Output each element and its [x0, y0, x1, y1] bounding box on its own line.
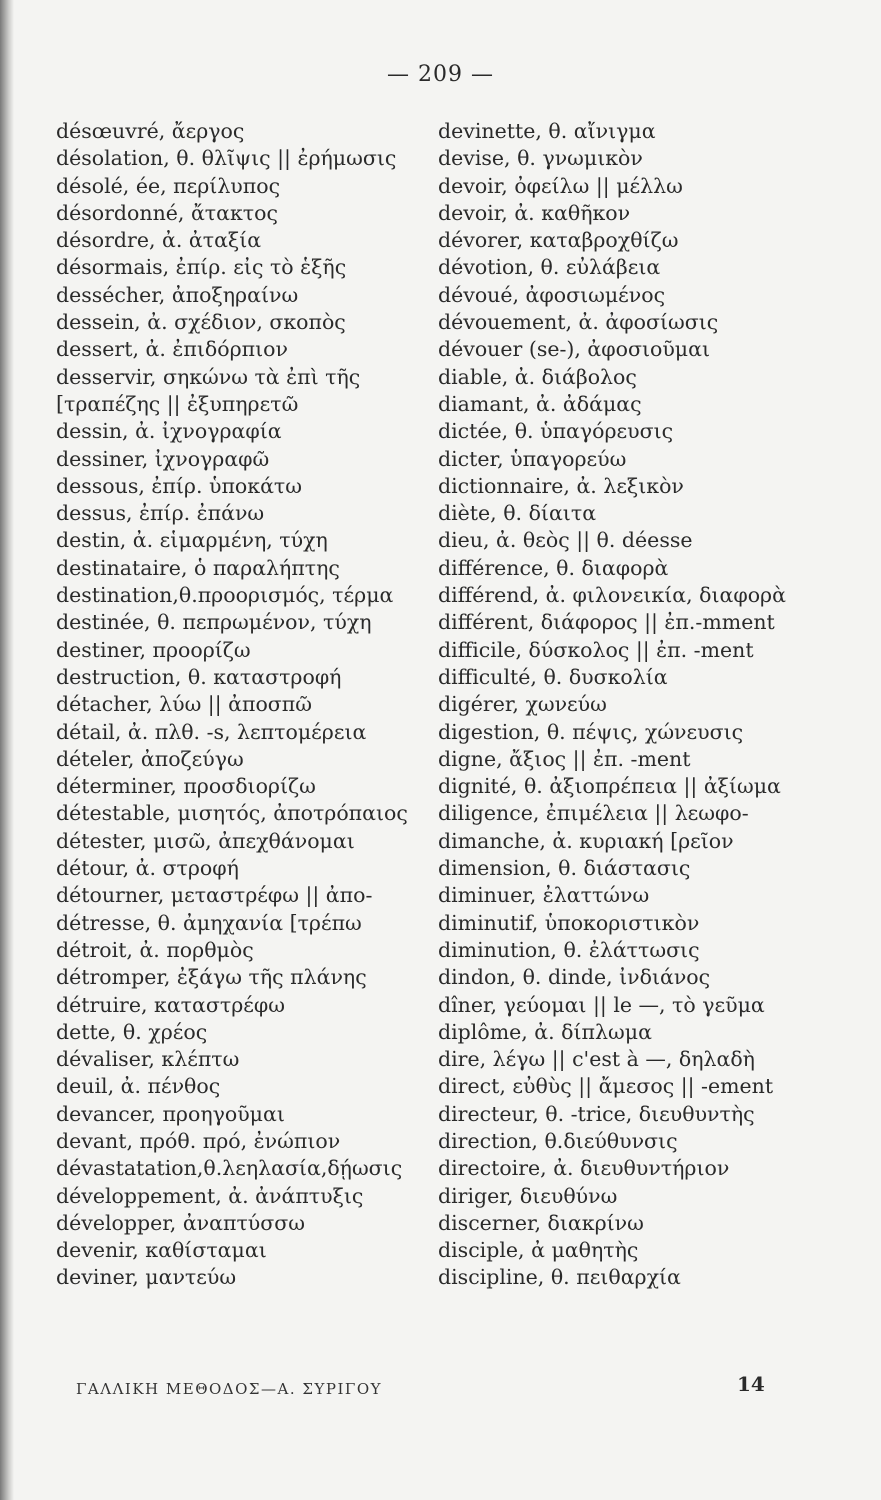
dictionary-entry: dévotion, θ. εὐλάβεια: [438, 255, 661, 280]
dictionary-entry: détresse, θ. ἀμηχανία [τρέπω: [56, 910, 362, 935]
dictionary-entry: difficulté, θ. δυσκολία: [438, 664, 668, 689]
dictionary-entry: détromper, ἐξάγω τῆς πλάνης: [56, 965, 367, 990]
dictionary-entry: dévaliser, κλέπτω: [56, 1047, 240, 1072]
dictionary-entry: devenir, καθίσταμαι: [56, 1238, 267, 1263]
dictionary-entry: développement, ἀ. ἀνάπτυξις: [56, 1183, 364, 1208]
dictionary-entry: désolation, θ. θλῖψις || ἐρήμωσις: [56, 146, 397, 171]
dictionary-entry: devoir, ἀ. καθῆκον: [438, 200, 631, 225]
dictionary-entry: dictée, θ. ὑπαγόρευσις: [438, 419, 674, 444]
dictionary-entry: destruction, θ. καταστροφή: [56, 664, 342, 689]
dictionary-entry: digne, ἄξιος || ἐπ. -ment: [438, 746, 691, 771]
dictionary-entry: dîner, γεύομαι || le —, τὸ γεῦμα: [438, 992, 765, 1017]
dictionary-entry: désœuvré, ἄεργος: [56, 119, 245, 143]
dictionary-entry: dévoué, ἀφοσιωμένος: [438, 282, 666, 307]
dictionary-entry: destination,θ.προορισμός, τέρμα: [56, 583, 394, 608]
dictionary-entry: direct, εὐθὺς || ἄμεσος || -ement: [438, 1074, 774, 1099]
dictionary-entry: dessein, ἀ. σχέδιον, σκοπὸς: [56, 310, 346, 335]
footer-book-title: ΓΑΛΛΙΚΗ ΜΕΘΟΔΟΣ—Α. ΣΥΡΙΓΟΥ: [76, 1380, 383, 1398]
book-spine-shadow: [0, 0, 14, 1500]
dictionary-entry: desservir, σηκώνω τὰ ἐπὶ τῆς: [56, 364, 361, 389]
dictionary-entry: désolé, ée, περίλυπος: [56, 173, 281, 198]
dictionary-entry: dévouer (se-), ἀφοσιοῦμαι: [438, 337, 711, 362]
dictionary-entry: dictionnaire, ἀ. λεξικὸν: [438, 473, 684, 498]
dictionary-entry: détestable, μισητός, ἀποτρόπαιος: [56, 801, 408, 826]
dictionary-entry: destin, ἀ. εἱμαρμένη, τύχη: [56, 528, 328, 553]
dictionary-entry: discipline, θ. πειθαρχία: [438, 1265, 681, 1290]
dictionary-entry: dessous, ἐπίρ. ὑποκάτω: [56, 473, 302, 498]
dictionary-entry: détour, ἀ. στροφή: [56, 856, 239, 881]
dictionary-entry: deviner, μαντεύω: [56, 1265, 237, 1290]
dictionary-entry: dieu, ἀ. θεὸς || θ. déesse: [438, 528, 693, 553]
dictionary-entry: dessert, ἀ. ἐπιδόρπιον: [56, 337, 288, 362]
dictionary-entry: dicter, ὑπαγορεύω: [438, 446, 627, 471]
dictionary-entry: dessiner, ἰχνογραφῶ: [56, 446, 270, 471]
dictionary-entry: différent, διάφορος || ἐπ.-mment: [438, 610, 775, 635]
dictionary-entry: deuil, ἀ. πένθος: [56, 1074, 221, 1099]
dictionary-entry: digérer, χωνεύω: [438, 692, 607, 717]
dictionary-entry: dessus, ἐπίρ. ἐπάνω: [56, 501, 265, 526]
right-column: [438, 118, 838, 1292]
dictionary-entry: dévouement, ἀ. ἀφοσίωσις: [438, 310, 719, 335]
dictionary-entry: désordonné, ἄτακτος: [56, 200, 278, 225]
dictionary-entry: [τραπέζης || ἐξυπηρετῶ: [56, 391, 299, 416]
dictionary-entry: diligence, ἐπιμέλεια || λεωφο-: [438, 801, 749, 826]
dictionary-entry: diète, θ. δίαιτα: [438, 501, 597, 526]
dictionary-entry: disciple, ἀ μαθητὴς: [438, 1238, 639, 1263]
dictionary-entry: diriger, διευθύνω: [438, 1183, 618, 1208]
dictionary-entry: dire, λέγω || c'est à —, δηλαδὴ: [438, 1047, 755, 1072]
dictionary-entry: dignité, θ. ἀξιοπρέπεια || ἀξίωμα: [438, 774, 781, 799]
dictionary-entry: devise, θ. γνωμικὸν: [438, 146, 643, 171]
dictionary-entry: directeur, θ. -trice, διευθυντὴς: [438, 1101, 755, 1126]
signature-mark: 14: [737, 1372, 765, 1396]
dictionary-entry: devant, πρόθ. πρό, ἐνώπιον: [56, 1128, 341, 1153]
dictionary-entry: dessin, ἀ. ἰχνογραφία: [56, 419, 282, 444]
dictionary-entry: détacher, λύω || ἀποσπῶ: [56, 692, 312, 717]
dictionary-entry: désormais, ἐπίρ. εἰς τὸ ἑξῆς: [56, 255, 347, 280]
dictionary-entry: dessécher, ἀποξηραίνω: [56, 282, 299, 307]
dictionary-entry: diamant, ἀ. ἀδάμας: [438, 391, 642, 416]
dictionary-entry: développer, ἀναπτύσσω: [56, 1210, 305, 1235]
dictionary-entry: direction, θ.διεύθυνσις: [438, 1128, 678, 1153]
dictionary-entry: dimanche, ἀ. κυριακή [ρεῖον: [438, 828, 734, 853]
dictionary-entry: détail, ἀ. πλθ. -s, λεπτομέρεια: [56, 719, 367, 744]
dictionary-entry: diminution, θ. ἐλάττωσις: [438, 937, 700, 962]
dictionary-entry: dételer, ἀποζεύγω: [56, 746, 244, 771]
dictionary-entry: détroit, ἀ. πορθμὸς: [56, 937, 254, 962]
dictionary-entry: diminutif, ὑποκοριστικὸν: [438, 910, 700, 935]
dictionary-entry: difficile, δύσκολος || ἐπ. -ment: [438, 637, 754, 662]
dictionary-entry: dévorer, καταβροχθίζω: [438, 228, 679, 253]
dictionary-entry: devancer, προηγοῦμαι: [56, 1101, 285, 1126]
dictionary-entry: détester, μισῶ, ἀπεχθάνομαι: [56, 828, 355, 853]
dictionary-entry: dette, θ. χρέος: [56, 1019, 208, 1044]
dictionary-entry: différence, θ. διαφορὰ: [438, 555, 669, 580]
dictionary-entry: devoir, ὀφείλω || μέλλω: [438, 173, 683, 198]
dictionary-entry: diplôme, ἀ. δίπλωμα: [438, 1019, 652, 1044]
dictionary-entry: directoire, ἀ. διευθυντήριον: [438, 1156, 730, 1181]
dictionary-entry: destiner, προορίζω: [56, 637, 251, 662]
dictionary-entry: dévastatation,θ.λεηλασία,δῄωσις: [56, 1156, 403, 1181]
dictionary-entry: discerner, διακρίνω: [438, 1210, 644, 1235]
dictionary-entry: destinataire, ὁ παραλήπτης: [56, 555, 340, 580]
dictionary-entry: désordre, ἀ. ἀταξία: [56, 228, 262, 253]
dictionary-entry: diable, ἀ. διάβολος: [438, 364, 637, 389]
dictionary-entry: devinette, θ. αἴνιγμα: [438, 119, 656, 143]
dictionary-entry: dindon, θ. dinde, ἰνδιάνος: [438, 965, 711, 990]
dictionary-entry: dimension, θ. διάστασις: [438, 856, 691, 881]
dictionary-entry: détourner, μεταστρέφω || ἀπο-: [56, 883, 373, 908]
dictionary-entry: digestion, θ. πέψις, χώνευσις: [438, 719, 744, 744]
dictionary-entry: déterminer, προσδιορίζω: [56, 774, 316, 799]
dictionary-entry: destinée, θ. πεπρωμένον, τύχη: [56, 610, 372, 635]
dictionary-entry: détruire, καταστρέφω: [56, 992, 285, 1017]
left-column: [56, 118, 428, 1292]
page-number: — 209 —: [387, 62, 494, 87]
dictionary-entry: diminuer, ἐλαττώνω: [438, 883, 650, 908]
dictionary-entry: différend, ἀ. φιλονεικία, διαφορὰ: [438, 583, 786, 608]
